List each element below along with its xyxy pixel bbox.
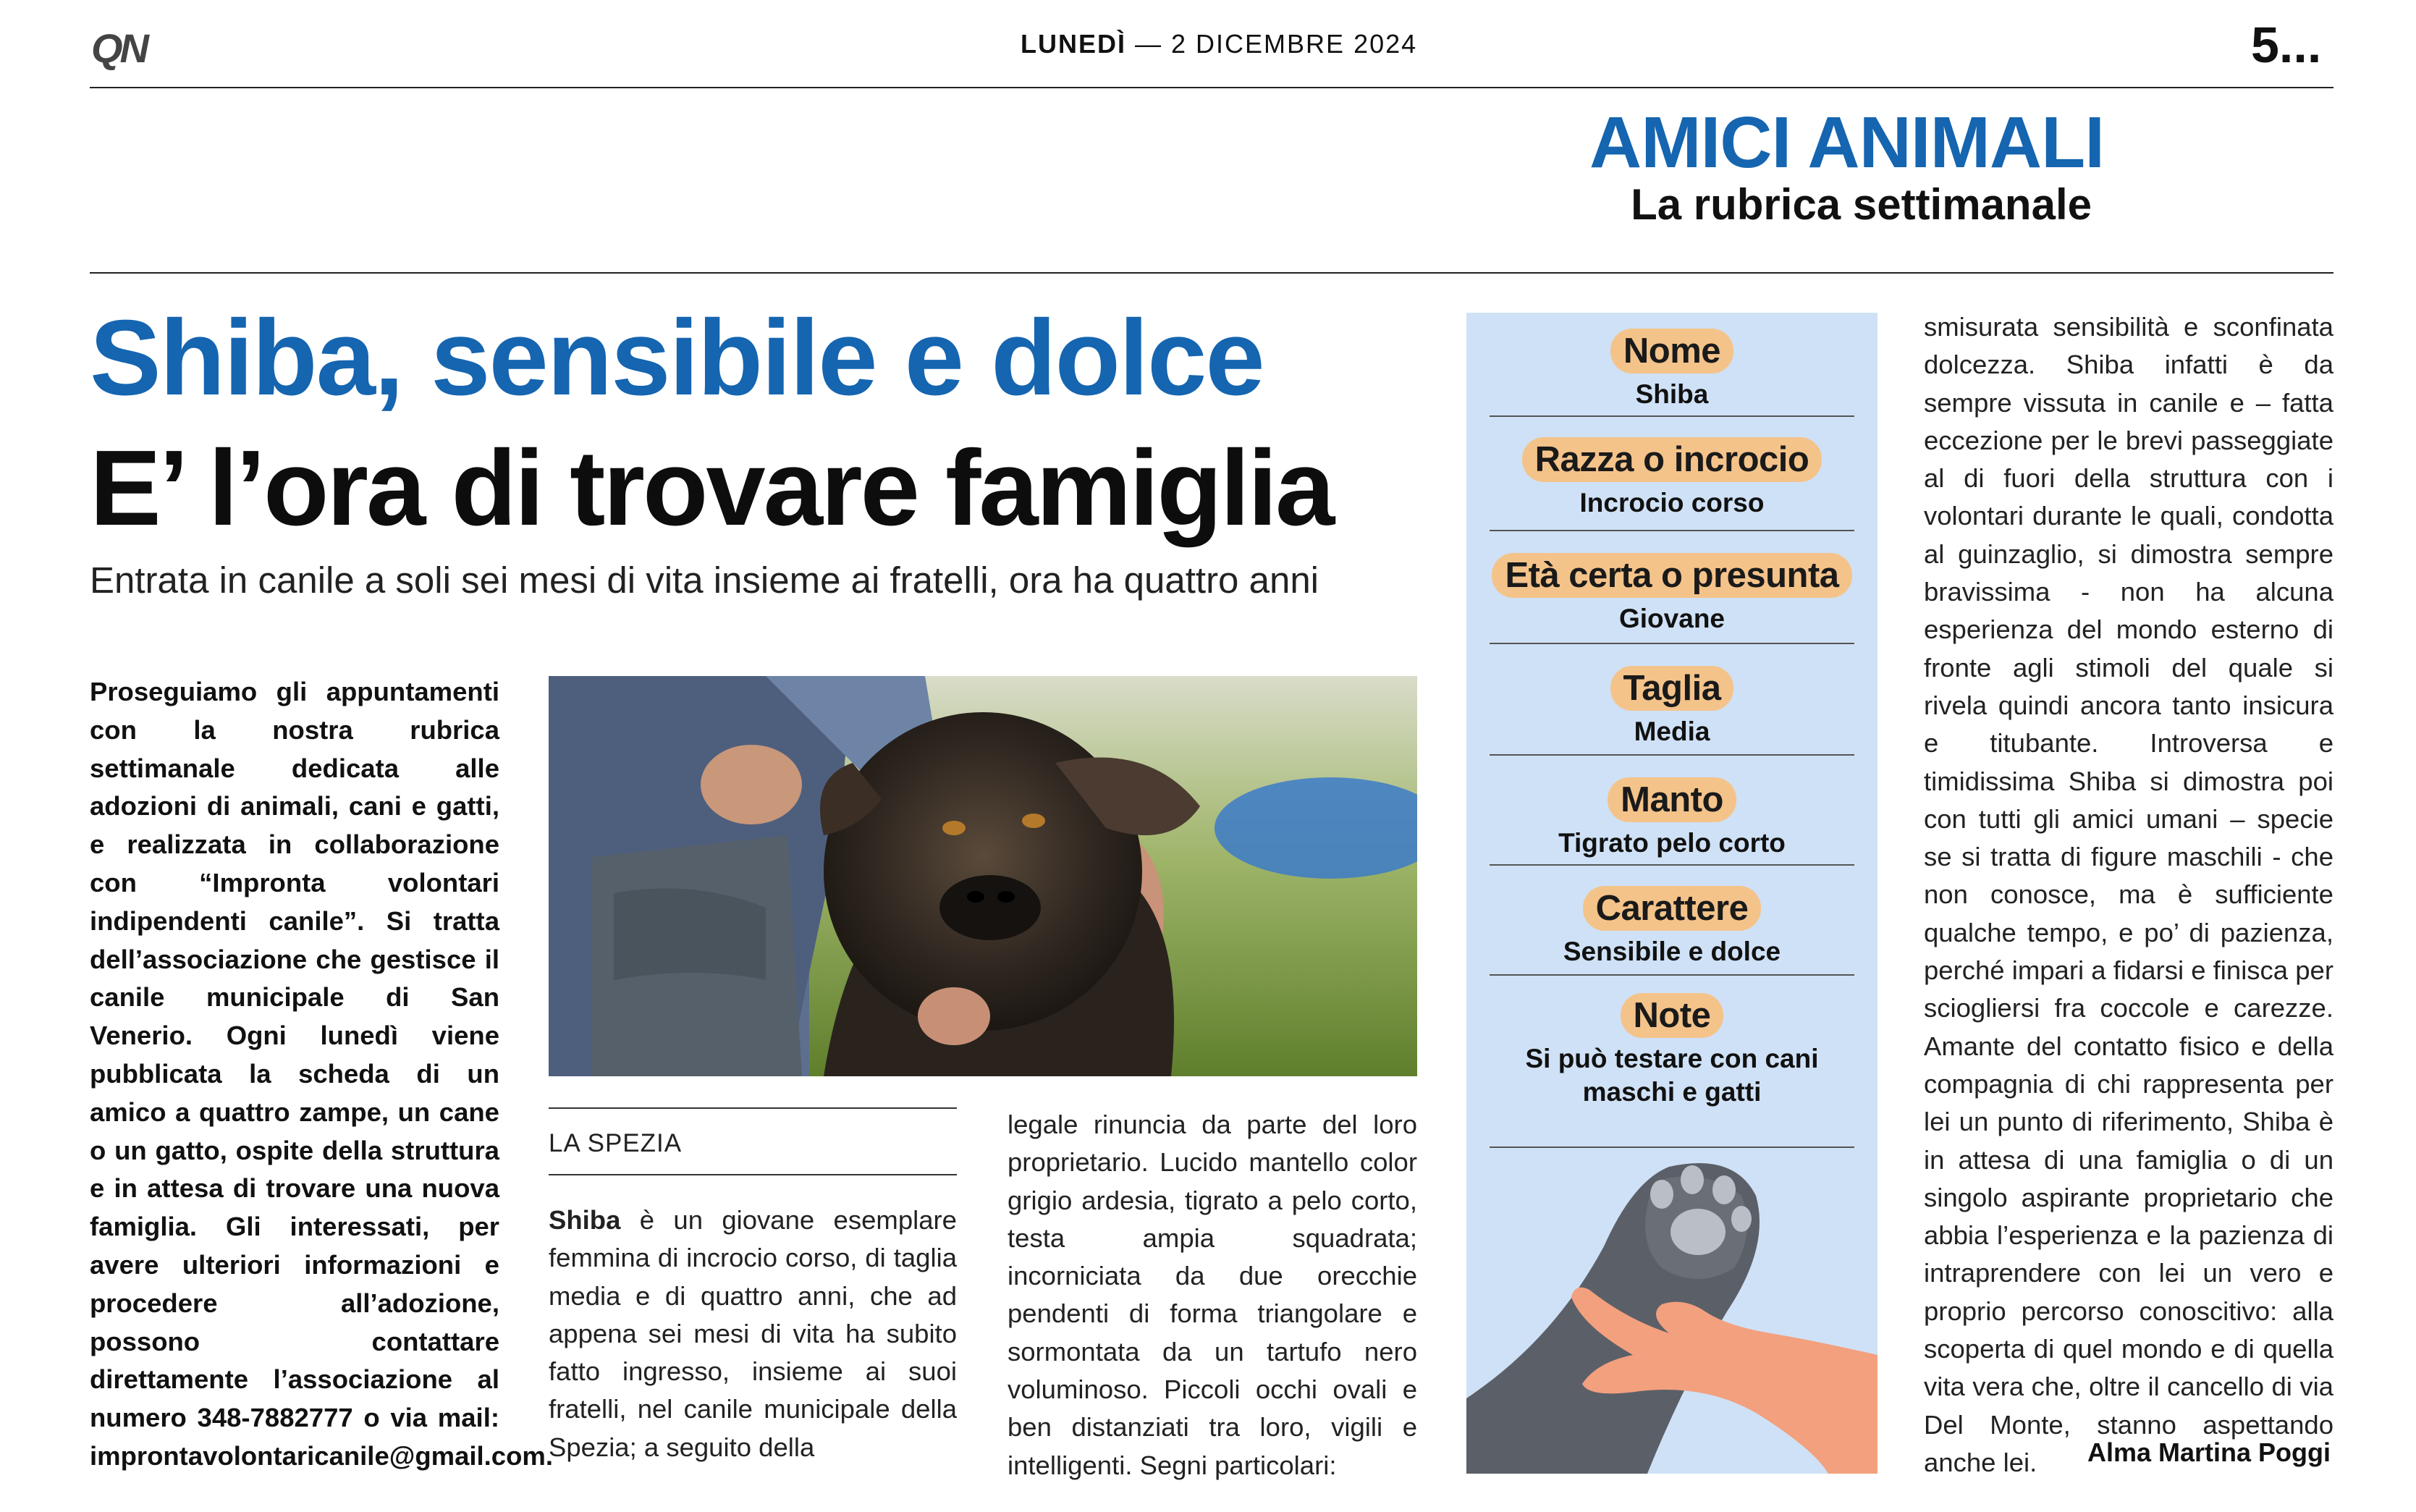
article-column-2: legale rinuncia da parte del loro proprietario. Lucido mantello color grigio ardesia, tigrato a pelo corto, testa ampia squadrata; incorniciata da due orecchie pendenti di forma triangolare e sormontata da un tartufo nero voluminoso. Piccoli occhi ovali e ben distanziati tra loro, vigili e intelligenti. Segni particolari: bbox=[1008, 1110, 1417, 1480]
info-card bbox=[1466, 313, 1878, 1474]
article-column-3: smisurata sensibilità e sconfinata dolcezza. Shiba infatti è da sempre vissuta in canile e – fatta eccezione per le brevi passeggiate al di fuori della struttura con i volontari durante le quali, condotta al guinzaglio, si dimostra sempre bravissima - non ha alcuna esperienza del mondo esterno di fronte agli stimoli del quale si rivela quindi ancora tanto insicura e titubante. Introversa e timidissima Shiba si dimostra poi con tutti gli amici umani – specie se si tratta di figure maschili - che non conosce, ma è sufficiente qualche tempo, e po’ di pazienza, perché impari a fidarsi e finisca per sciogliersi fra coccole e carezze. Amante del contatto fisico e della compagnia di chi rappresenta per lei un punto di riferimento, Shiba è in attesa di una famiglia o di un singolo aspirante proprietario che abbia l’esperienza e la pazienza di intraprendere con lei un vero e proprio percorso conoscitivo: alla scoperta di quel mondo e di quella vita vera che, oltre il cancello di via Del Monte, stanno aspettando anche lei. bbox=[1924, 312, 2333, 1477]
info-label: Taglia bbox=[1610, 666, 1734, 711]
info-item-character bbox=[1490, 886, 1854, 968]
info-label: Carattere bbox=[1583, 886, 1762, 931]
info-separator bbox=[1490, 530, 1854, 531]
info-value: Incrocio corso bbox=[1579, 488, 1765, 518]
location-rule-bottom bbox=[549, 1174, 957, 1175]
top-rule bbox=[90, 87, 2333, 88]
section-subtitle: La rubrica settimanale bbox=[1631, 180, 2092, 229]
info-label: Nome bbox=[1610, 329, 1733, 373]
qn-logo-text: QN bbox=[91, 28, 146, 71]
info-item-breed bbox=[1490, 437, 1854, 520]
info-item-notes bbox=[1490, 993, 1854, 1109]
info-value: Media bbox=[1634, 717, 1710, 746]
byline: Alma Martina Poggi bbox=[2087, 1437, 2331, 1467]
standfirst: Entrata in canile a soli sei mesi di vita insieme ai fratelli, ora ha quattro anni bbox=[90, 559, 1319, 601]
info-separator bbox=[1490, 415, 1854, 417]
article-location: LA SPEZIA bbox=[549, 1129, 683, 1157]
info-label: Note bbox=[1621, 993, 1724, 1038]
article-lead-name: Shiba bbox=[549, 1205, 621, 1235]
headline-line-2: E’ l’ora di trovare famiglia bbox=[90, 428, 1333, 548]
paw-and-hand-illustration bbox=[1466, 1123, 1878, 1474]
info-value: Tigrato pelo corto bbox=[1558, 828, 1786, 858]
qn-logo bbox=[90, 28, 185, 71]
info-item-name bbox=[1490, 329, 1854, 411]
info-label: Manto bbox=[1608, 777, 1736, 822]
section-rule bbox=[90, 272, 2333, 274]
info-separator bbox=[1490, 643, 1854, 644]
location-rule-top bbox=[549, 1107, 957, 1109]
headline-line-1: Shiba, sensibile e dolce bbox=[90, 298, 1264, 418]
info-separator bbox=[1490, 864, 1854, 866]
info-value: Giovane bbox=[1619, 604, 1725, 633]
intro-paragraph: Proseguiamo gli appuntamenti con la nostra rubrica settimanale dedicata alle adozioni di animali, cani e gatti, e realizzata in collaborazione con “Impronta volontari indipendenti canile”. Si tratta dell’associazione che gestisce il canile municipale di San Venerio. Ogni lunedì viene pubblicata la scheda di un amico a quattro zampe, un cane o un gatto, ospite della struttura e in attesa di trovare una nuova famiglia. Gli interessati, per avere ulteriori informazioni e procedere all’adozione, possono contattare direttamente l’associazione al numero 348-7882777 o via mail: improntavolontaricanile@gmail.com. bbox=[90, 677, 553, 1471]
info-separator bbox=[1490, 754, 1854, 756]
info-value: Si può testare con cani maschi e gatti bbox=[1525, 1044, 1819, 1107]
info-label: Età certa o presunta bbox=[1492, 553, 1851, 598]
dateline-day: LUNEDÌ bbox=[1021, 29, 1126, 59]
info-separator bbox=[1490, 974, 1854, 976]
article-column-1 bbox=[549, 1201, 957, 1466]
info-item-size bbox=[1490, 666, 1854, 748]
info-item-coat bbox=[1490, 777, 1854, 860]
dateline-date: — 2 DICEMBRE 2024 bbox=[1135, 29, 1418, 59]
section-title: AMICI ANIMALI bbox=[1589, 102, 2104, 183]
info-value: Sensibile e dolce bbox=[1563, 937, 1781, 966]
info-label: Razza o incrocio bbox=[1522, 437, 1822, 482]
info-item-age bbox=[1490, 553, 1854, 635]
dateline bbox=[1021, 29, 1417, 59]
page-number: 5... bbox=[2251, 17, 2322, 73]
dog-photo bbox=[549, 676, 1417, 1076]
info-value: Shiba bbox=[1635, 379, 1709, 409]
article-column-1-text: è un giovane esemplare femmina di incrocio corso, di taglia media e di quattro anni, che ad appena sei mesi di vita ha subito fatto ingresso, insieme ai suoi fratelli, nel canile municipale della Spezia; a seguito della bbox=[549, 1205, 957, 1462]
